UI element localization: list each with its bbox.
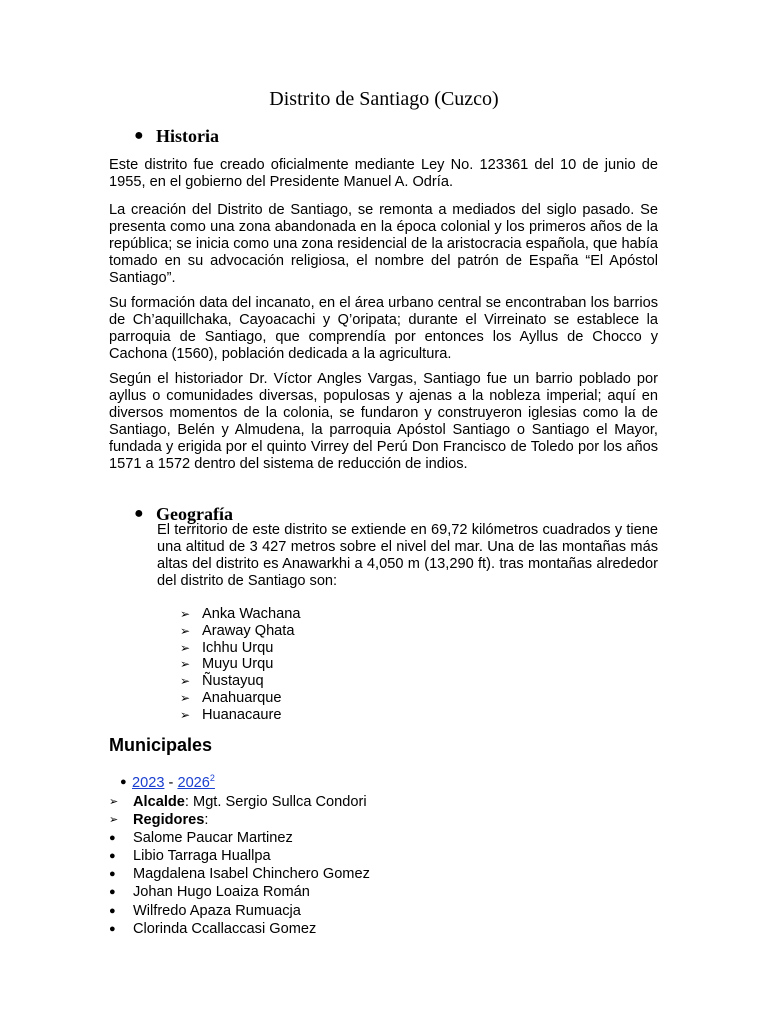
bullet-icon: ● — [134, 127, 144, 144]
arrow-bullet-icon: ➢ — [180, 690, 191, 705]
bullet-icon: ● — [109, 850, 116, 863]
bullet-icon: ● — [109, 868, 116, 881]
historia-paragraph-3: Su formación data del incanato, en el área urbano central se encontraban los barrios de Ch’aquillchaka, Cayoacachi y Q’oripata; durante el Virreinato se establece la parroquia de Santiago, que comprendía por entonces los Ayllus de Chocco y Cachona (1560), población dedicada a la agricultura. — [109, 295, 658, 362]
arrow-bullet-icon: ➢ — [180, 640, 191, 655]
officials-list — [109, 793, 370, 938]
geografia-heading-text: Geografía — [156, 504, 233, 524]
arrow-bullet-icon: ➢ — [109, 814, 119, 827]
list-item: ➢ Ichhu Urqu — [180, 639, 274, 656]
historia-paragraph-4: Según el historiador Dr. Víctor Angles Vargas, Santiago fue un barrio poblado por ayllus o comunidades diversas, populosas y ajenas a la nobleza imperial; aquí en diversos momentos de la colonia, se fundaron y construyeron iglesias como la de Santiago, Belén y Almudena, la parroquia Apóstol Santiago o Santiago el Mayor, fundada y erigida por el quinto Virrey del Perú Don Francisco de Toledo por los años 1571 a 1572 dentro del sistema de reducción de indios. — [109, 371, 658, 472]
bullet-icon: ● — [109, 886, 116, 899]
arrow-bullet-icon: ➢ — [180, 607, 191, 621]
list-item-regidores: ➢ Regidores: — [109, 812, 209, 829]
arrow-bullet-icon: ➢ — [180, 707, 191, 722]
year-start-link[interactable]: 2023 — [132, 775, 165, 791]
year-separator: - — [164, 775, 178, 791]
historia-heading — [134, 125, 219, 147]
bullet-icon: ● — [134, 505, 144, 522]
historia-paragraph-1: Este distrito fue creado oficialmente mediante Ley No. 123361 del 10 de junio de 1955, en el gobierno del Presidente Manuel A. Odría. — [109, 157, 658, 190]
bullet-icon: ● — [109, 904, 116, 917]
historia-heading-text: Historia — [156, 126, 219, 146]
list-item-alcalde — [109, 793, 370, 811]
bullet-icon: ● — [109, 832, 116, 845]
year-end-link[interactable]: 2026$^2$ — [177, 773, 215, 791]
list-item: ● Wilfredo Apaza Rumuacja — [109, 902, 301, 919]
alcalde-value: : Mgt. Sergio Sullca Condori — [184, 794, 367, 810]
historia-paragraph-2: La creación del Distrito de Santiago, se remonta a mediados del siglo pasado. Se presenta como una zona abandonada en la época colonial y los primeros años de la república; se inicia como una zona residencial de la aristocracia española, que había tomado en su advocación religiosa, el nombre del patrón de España “El Apóstol Santiago”. — [109, 202, 658, 286]
list-item: ● Magdalena Isabel Chinchero Gomez — [109, 866, 370, 883]
list-item: ● Libio Tarraga Huallpa — [109, 848, 271, 865]
arrow-bullet-icon: ➢ — [180, 623, 191, 638]
list-item: ➢ Anahuarque — [180, 689, 282, 706]
bullet-icon: ● — [120, 776, 127, 788]
list-item: ● Salome Paucar Martinez — [109, 830, 293, 847]
mountain-list — [180, 606, 300, 724]
arrow-bullet-icon: ➢ — [109, 796, 119, 808]
list-item: ➢ Araway Qhata — [180, 622, 295, 639]
municipales-heading: Municipales — [109, 735, 213, 755]
list-item: ➢ Huanacaure — [180, 706, 282, 723]
list-item: ● Clorinda Ccallaccasi Gomez — [109, 920, 317, 937]
arrow-bullet-icon: ➢ — [180, 674, 191, 689]
alcalde-label: Alcalde — [133, 794, 185, 810]
footnote-ref[interactable]: 2 — [209, 773, 215, 784]
geografia-paragraph: El territorio de este distrito se extiende en 69,72 kilómetros cuadrados y tiene una altitud de 3 427 metros sobre el nivel del mar. Una de las montañas más altas del distrito es Anawarkhi a 4,050 m (13,290 ft). tras montañas alrededor del distrito de Santiago son: — [157, 522, 658, 589]
list-item: ➢ Muyu Urqu — [180, 656, 274, 673]
term-years — [120, 773, 215, 792]
arrow-bullet-icon: ➢ — [180, 657, 191, 672]
bullet-icon: ● — [109, 922, 116, 935]
list-item: ● Johan Hugo Loaiza Román — [109, 884, 310, 901]
list-item: ➢ Ñustayuq — [180, 673, 264, 690]
page-title: Distrito de Santiago (Cuzco) — [269, 88, 499, 110]
regidores-label: Regidores — [133, 812, 205, 829]
list-item: ➢ Anka Wachana — [180, 606, 301, 622]
